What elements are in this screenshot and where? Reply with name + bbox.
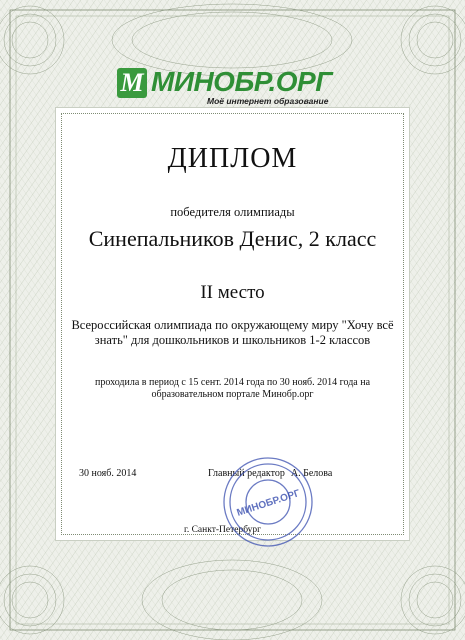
city: г. Санкт-Петербург [184, 525, 262, 535]
logo-name: МИНОБР.ОРГ [151, 66, 332, 97]
contest-description: Всероссийская олимпиада по окружающему миру "Хочу всё знать" для дошкольников и школьников 1-2 классов [71, 318, 394, 347]
stamp-center-text: МИНОБР.ОРГ [235, 488, 302, 519]
winner-name: Синепальников Денис, 2 класс [88, 226, 377, 251]
logo-mark-icon: М [117, 68, 147, 98]
issue-date: 30 нояб. 2014 [79, 468, 137, 479]
stamp-seal [220, 454, 316, 550]
diploma-title: ДИПЛОМ [167, 143, 298, 174]
editor-name: А. Белова [290, 468, 333, 479]
editor-title: Главный редактор [208, 468, 285, 479]
diploma-subtitle: победителя олимпиады [170, 205, 295, 219]
logo-tagline: Моё интернет образование [207, 96, 329, 106]
award-place: II место [200, 282, 265, 303]
contest-period: проходила в период с 15 сент. 2014 года по 30 нояб. 2014 года на образовательном портале Минобр.орг [94, 377, 371, 400]
logo [117, 68, 349, 112]
